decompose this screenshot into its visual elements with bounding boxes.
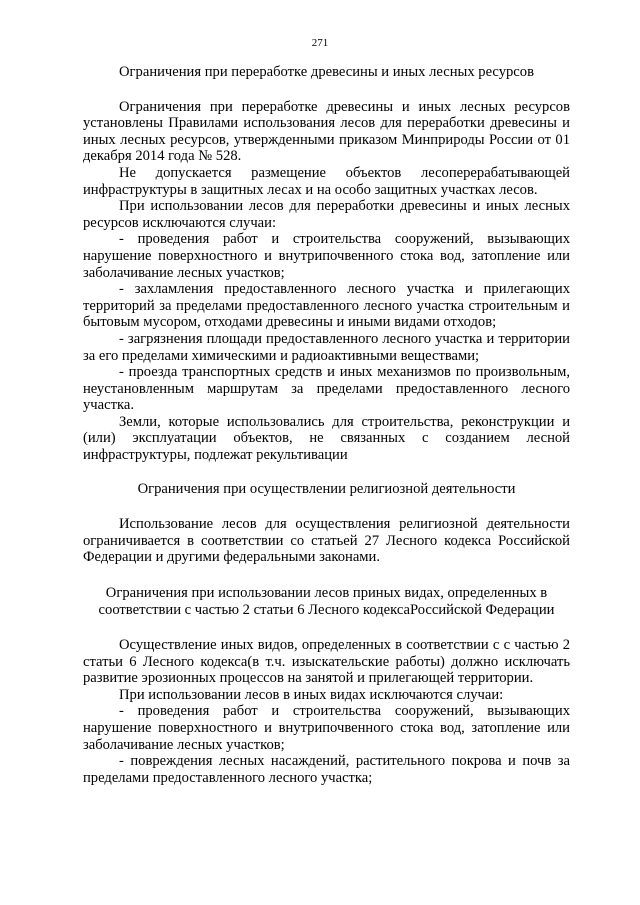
paragraph: Не допускается размещение объектов лесоперерабатывающей инфраструктуры в защитных лесах и на особо защитных участках лесов. (83, 164, 570, 198)
paragraph: Ограничения при переработке древесины и иных лесных ресурсов установлены Правилами использования лесов для переработки древесины и иных лесных ресурсов, утвержденными приказом Минприроды России от 01 декабря 2014 года № 528. (83, 98, 570, 165)
paragraph: При использовании лесов в иных видах исключаются случаи: (119, 686, 504, 703)
section-heading-other-uses (83, 585, 570, 619)
list-item: - захламления предоставленного лесного участка и прилегающих территорий за пределами предоставленного лесного участка строительным и бытовым мусором, отходами древесины и иными видами отходов; (83, 281, 570, 331)
section-heading-wood-processing: Ограничения при переработке древесины и иных лесных ресурсов (119, 64, 534, 80)
section-heading-religious-activity: Ограничения при осуществлении религиозной деятельности (137, 480, 516, 497)
list-item: - проведения работ и строительства сооружений, вызывающих нарушение поверхностного и внутрипочвенного стока вод, затопление или заболачивание лесных участков; (83, 703, 570, 753)
paragraph: При использовании лесов для переработки древесины и иных лесных ресурсов исключаются случаи: (83, 198, 570, 231)
list-item: - загрязнения площади предоставленного лесного участка и территории за его пределами химическими и радиоактивными веществами; (83, 330, 570, 364)
heading-line: соответствии с частью 2 статьи 6 Лесного кодексаРоссийской Федерации (98, 602, 555, 619)
page-content (83, 64, 570, 786)
list-item: - повреждения лесных насаждений, растительного покрова и почв за пределами предоставленного лесного участка; (83, 753, 570, 786)
paragraph: Использование лесов для осуществления религиозной деятельности ограничивается в соответствии со статьей 27 Лесного кодекса Российской Федерации и другими федеральными законами. (83, 516, 570, 566)
page-number: 271 (311, 37, 329, 49)
paragraph: Земли, которые использовались для строительства, реконструкции и (или) эксплуатации объектов, не связанных с созданием лесной инфраструктуры, подлежат рекультивации (83, 413, 570, 464)
paragraph: Осуществление иных видов, определенных в соответствии с с частью 2 статьи 6 Лесного кодекса(в т.ч. изыскательские работы) должно исключать развитие эрозионных процессов на занятой и прилегающей территории. (83, 637, 570, 687)
list-item: - проведения работ и строительства сооружений, вызывающих нарушение поверхностного и внутрипочвенного стока вод, затопление или заболачивание лесных участков; (83, 231, 570, 281)
heading-line: Ограничения при использовании лесов приных видах, определенных в (105, 585, 548, 602)
list-item: - проезда транспортных средств и иных механизмов по произвольным, неустановленным маршрутам за пределами предоставленного лесного участка. (83, 364, 570, 414)
